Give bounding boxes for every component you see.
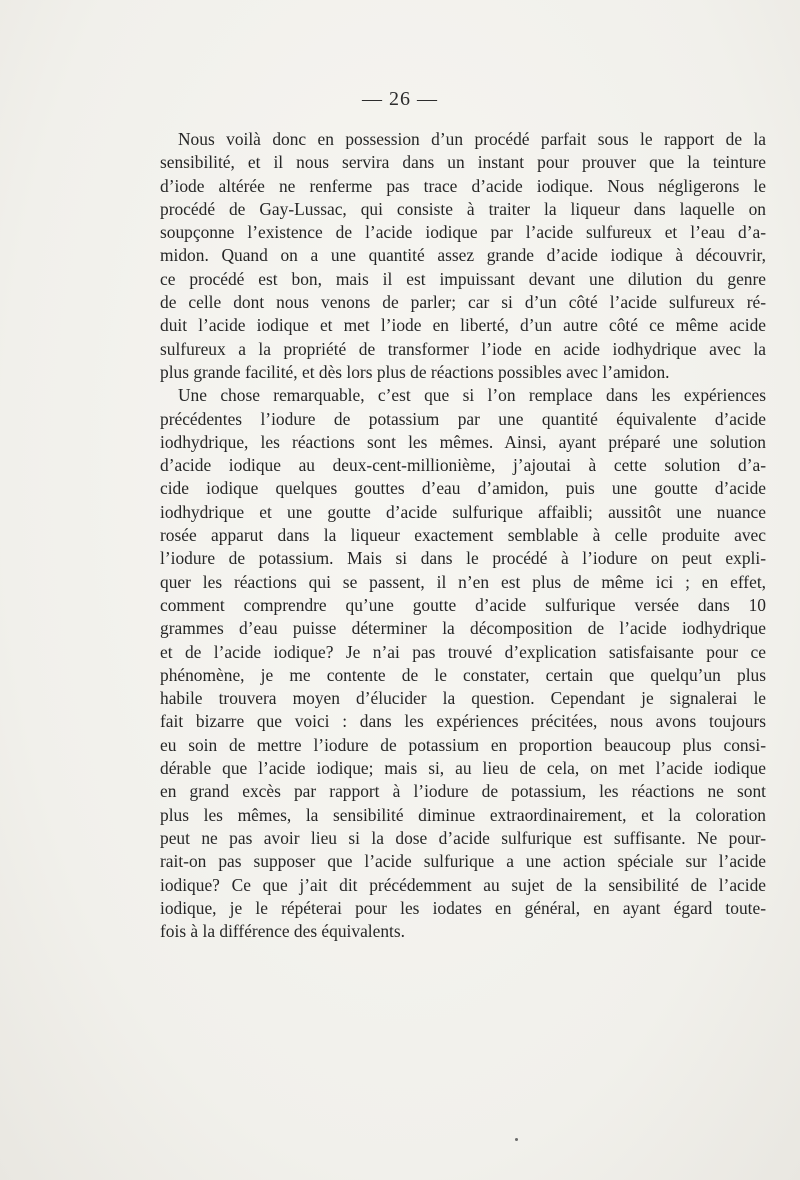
text-line: midon. Quand on a une quantité assez grande d’acide iodique à découvrir,: [160, 245, 766, 266]
text-line: comment comprendre qu’une goutte d’acide sulfurique versée dans 10: [160, 594, 766, 615]
body-text: [160, 128, 766, 943]
text-line: sulfureux a la propriété de transformer l’iode en acide iodhydrique avec la: [160, 338, 766, 359]
text-line: précédentes l’iodure de potassium par une quantité équivalente d’acide: [160, 408, 766, 429]
text-line: iodhydrique et une goutte d’acide sulfurique affaibli; aussitôt une nuance: [160, 501, 766, 522]
text-line: duit l’acide iodique et met l’iode en liberté, d’un autre côté ce même acide: [160, 315, 766, 336]
text-line: rait-on pas supposer que l’acide sulfurique a une action spéciale sur l’acide: [160, 851, 766, 872]
text-line: cide iodique quelques gouttes d’eau d’amidon, puis une goutte d’acide: [160, 478, 766, 499]
text-line: Une chose remarquable, c’est que si l’on remplace dans les expériences: [178, 385, 766, 406]
text-line: plus grande facilité, et dès lors plus de réactions possibles avec l’amidon.: [160, 361, 670, 382]
text-line: sensibilité, et il nous servira dans un instant pour prouver que la teinture: [160, 152, 766, 173]
paper-speck: [515, 1138, 518, 1141]
text-line: Nous voilà donc en possession d’un procédé parfait sous le rapport de la: [178, 129, 766, 149]
text-line: iodique, je le répéterai pour les iodates en général, en ayant égard toute-: [160, 897, 766, 918]
text-line: d’acide iodique au deux-cent-millionième, j’ajoutai à cette solution d’a-: [160, 455, 766, 476]
text-line: phénomène, je me contente de le constater, certain que quelqu’un plus: [160, 664, 766, 685]
text-line: habile trouvera moyen d’élucider la question. Cependant je signalerai le: [160, 688, 766, 709]
text-line: fait bizarre que voici : dans les expériences précitées, nous avons toujours: [160, 711, 766, 732]
text-line: iodhydrique, les réactions sont les mêmes. Ainsi, ayant préparé une solution: [160, 431, 766, 452]
text-line: peut ne pas avoir lieu si la dose d’acide sulfurique est suffisante. Ne pour-: [160, 827, 766, 848]
text-line: quer les réactions qui se passent, il n’en est plus de même ici ; en effet,: [160, 571, 766, 592]
text-line: de celle dont nous venons de parler; car si d’un côté l’acide sulfureux ré-: [160, 292, 766, 313]
paragraph: [160, 384, 766, 943]
text-line: eu soin de mettre l’iodure de potassium en proportion beaucoup plus consi-: [160, 734, 766, 755]
text-line: et de l’acide iodique? Je n’ai pas trouvé d’explication satisfaisante pour ce: [160, 641, 766, 662]
text-line: plus les mêmes, la sensibilité diminue extraordinairement, et la coloration: [160, 804, 766, 825]
text-line: en grand excès par rapport à l’iodure de potassium, les réactions ne sont: [160, 781, 766, 802]
text-line: d’iode altérée ne renferme pas trace d’acide iodique. Nous négligerons le: [160, 175, 766, 196]
text-line: dérable que l’acide iodique; mais si, au lieu de cela, on met l’acide iodique: [160, 758, 766, 779]
page-number: — 26 —: [362, 88, 438, 110]
text-line: ce procédé est bon, mais il est impuissant devant une dilution du genre: [160, 268, 766, 289]
text-line: l’iodure de potassium. Mais si dans le procédé à l’iodure on peut expli-: [160, 548, 766, 569]
paragraph: [160, 128, 766, 384]
text-line: grammes d’eau puisse déterminer la décomposition de l’acide iodhydrique: [160, 618, 766, 639]
text-line: soupçonne l’existence de l’acide iodique par l’acide sulfureux et l’eau d’a-: [160, 222, 766, 243]
text-line: fois à la différence des équivalents.: [160, 921, 405, 942]
text-line: iodique? Ce que j’ait dit précédemment au sujet de la sensibilité de l’acide: [160, 874, 766, 895]
text-line: procédé de Gay-Lussac, qui consiste à traiter la liqueur dans laquelle on: [160, 198, 766, 219]
text-line: rosée apparut dans la liqueur exactement semblable à celle produite avec: [160, 525, 766, 546]
